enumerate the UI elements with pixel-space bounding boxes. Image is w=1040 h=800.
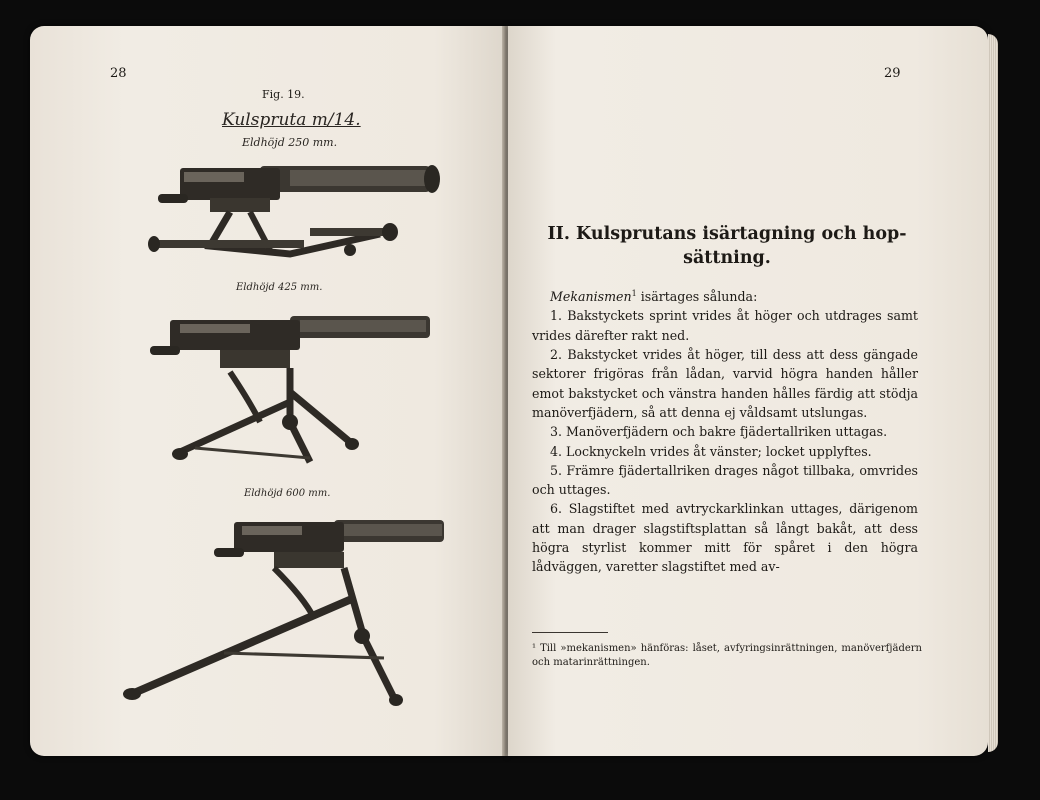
page-number-left: 28 bbox=[110, 66, 127, 81]
paragraph-1: 1. Bakstyckets sprint vrides åt höger och utdrages samt vrides därefter rakt ned. bbox=[532, 308, 918, 343]
handwritten-title: Kulspruta m/14. bbox=[222, 110, 361, 130]
figure-label: Fig. 19. bbox=[262, 88, 305, 101]
handwritten-label-2: Eldhöjd 425 mm. bbox=[236, 282, 323, 293]
paragraph-6: 6. Slagstiftet med avtryckarklinkan uttages, därigenom att man drager slagstiftsplattan så långt bakåt, att dess högra styrlist kommer mitt för spåret i den högra lådväggen, varetter slagstiftet med av- bbox=[532, 501, 918, 575]
intro-paragraph bbox=[532, 284, 918, 306]
paragraph-2: 2. Bakstycket vrides åt höger, till dess att dess gängade sektorer frigöras från lådan, varvid högra handen håller emot bakstycket och vänstra handen hålles färdig att stödja manöverfjädern, så att denna ej våldsamt utslungas. bbox=[532, 347, 918, 420]
machine-gun-illustration-1 bbox=[140, 154, 450, 264]
paragraph-5: 5. Främre fjädertallriken drages något tillbaka, omvrides och uttages. bbox=[532, 462, 918, 498]
machine-gun-illustration-3 bbox=[104, 508, 454, 708]
open-book bbox=[30, 26, 998, 766]
body-text bbox=[532, 284, 918, 577]
handwritten-label-1: Eldhöjd 250 mm. bbox=[242, 136, 338, 149]
machine-gun-illustration-2 bbox=[140, 302, 450, 472]
left-page bbox=[30, 26, 506, 756]
paragraph-3: 3. Manöverfjädern och bakre fjädertallriken uttagas. bbox=[550, 424, 888, 440]
footnote-rule bbox=[532, 632, 608, 633]
intro-lead: Mekanismen bbox=[550, 289, 632, 305]
footnote: ¹ Till »mekanismen» hänföras: låset, avfyringsinrättningen, manöverfjädern och matarinrättningen. bbox=[532, 643, 922, 668]
chapter-title: II. Kulsprutans isärtagning och hop-sättning. bbox=[547, 224, 907, 268]
footnote-marker: 1 bbox=[631, 289, 637, 298]
paragraph-4: 4. Locknyckeln vrides åt vänster; locket upplyftes. bbox=[550, 443, 872, 459]
page-edges bbox=[988, 34, 998, 752]
page-number-right: 29 bbox=[884, 66, 901, 81]
intro-rest: isärtages sålunda: bbox=[636, 289, 758, 305]
handwritten-label-3: Eldhöjd 600 mm. bbox=[244, 488, 331, 499]
right-page bbox=[508, 26, 988, 756]
